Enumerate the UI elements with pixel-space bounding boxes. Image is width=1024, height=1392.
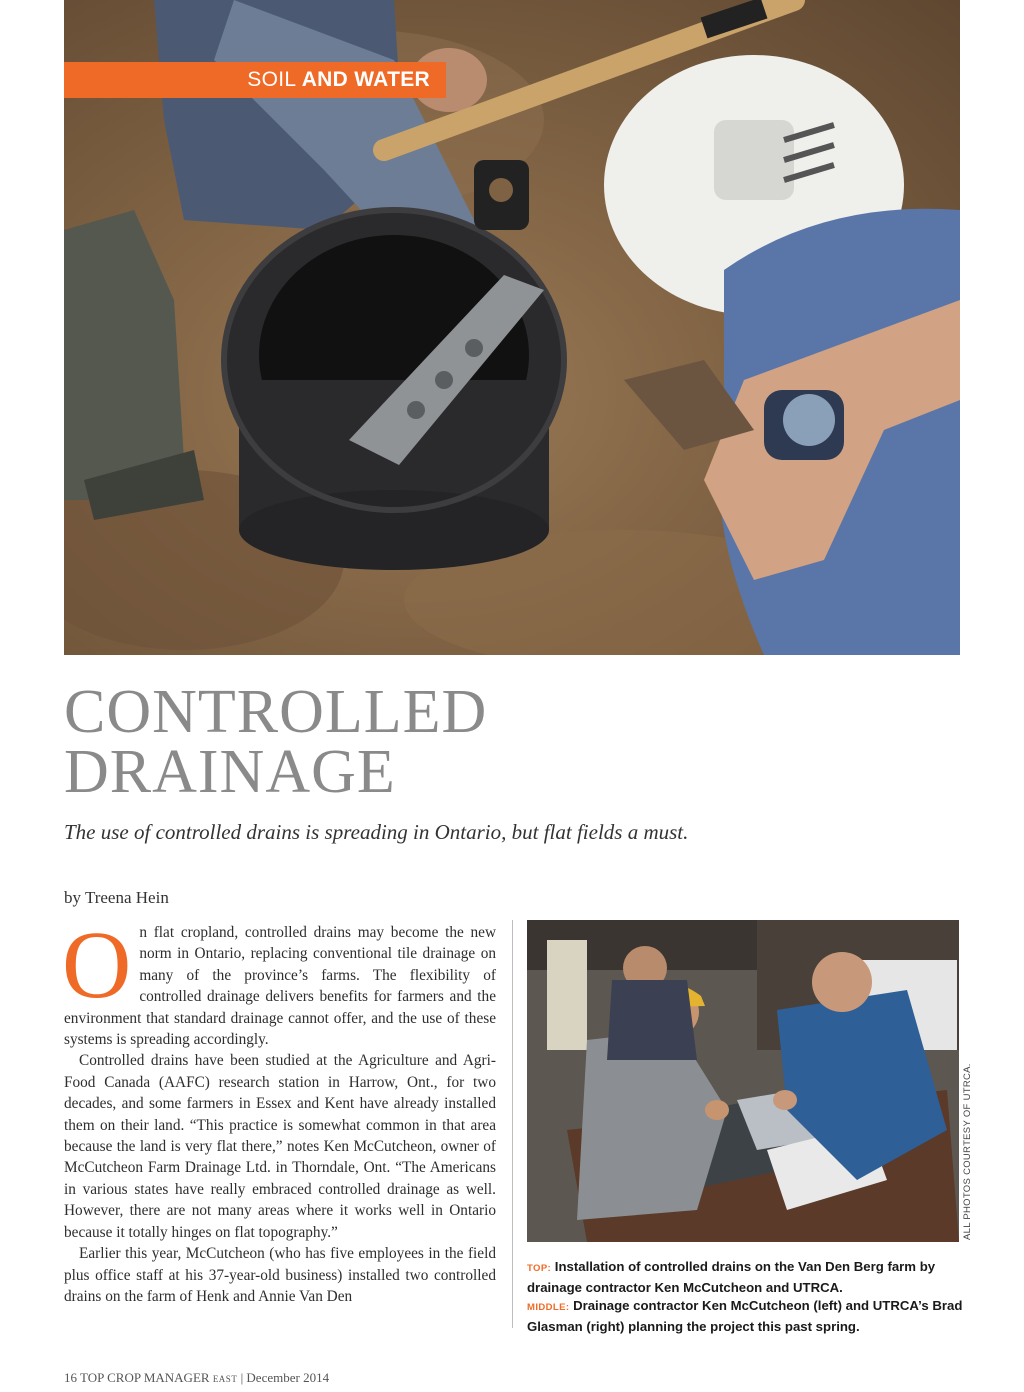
article-deck: The use of controlled drains is spreading in Ontario, but flat fields a must. — [64, 820, 689, 844]
photo-credit: ALL PHOTOS COURTESY OF UTRCA. — [962, 1063, 973, 1240]
column-divider — [512, 920, 513, 1328]
publication-edition: EAST — [212, 1374, 238, 1384]
section-tag-light: SOIL — [247, 68, 296, 91]
caption-middle-label: MIDDLE: — [527, 1302, 570, 1313]
hero-photo — [64, 0, 960, 655]
folio-separator: | — [240, 1370, 244, 1385]
hero-photo-illustration — [64, 0, 960, 655]
inset-photo-illustration — [527, 920, 959, 1242]
caption-middle-text: Drainage contractor Ken McCutcheon (left) and UTRCA’s Brad Glasman (right) planning the project this past spring. — [527, 1298, 963, 1334]
page-number: 16 — [64, 1370, 77, 1385]
issue-date: December 2014 — [246, 1370, 330, 1385]
caption-top-label: TOP: — [527, 1263, 552, 1274]
page-folio — [64, 1370, 329, 1386]
photo-captions — [527, 1258, 963, 1336]
caption-top — [527, 1258, 963, 1297]
publication-name: TOP CROP MANAGER — [80, 1370, 210, 1385]
paragraph-1-text: n flat cropland, controlled drains may become the new norm in Ontario, replacing conventional tile drainage on many of the province’s farms. The flexibility of controlled drainage delivers benefits for farmers and the environment that standard drainage cannot offer, and the use of these systems is spreading accordingly. — [64, 924, 496, 1049]
paragraph-2: Controlled drains have been studied at the Agriculture and Agri-Food Canada (AAFC) research station in Harrow, Ont., for two decades, and some farmers in Essex and Kent have already installed them on their land. “This practice is somewhat common in that area because the land is very flat there,” notes Ken McCutcheon, owner of McCutcheon Farm Drainage Ltd. in Thorndale, Ont. “The Americans in various states have really embraced controlled drainage as well. However, there are not many areas where it works well in Ontario because it totally hinges on flat topography.” — [64, 1052, 496, 1241]
paragraph-3: Earlier this year, McCutcheon (who has five employees in the field plus office staff at his 37-year-old business) installed two controlled drains on the farm of Henk and Annie Van Den — [64, 1245, 496, 1305]
caption-top-text: Installation of controlled drains on the Van Den Berg farm by drainage contractor Ken McCutcheon and UTRCA. — [527, 1259, 936, 1295]
title-line-1: CONTROLLED — [64, 678, 488, 746]
inset-photo — [527, 920, 959, 1242]
dropcap: O — [62, 911, 132, 1018]
caption-middle — [527, 1297, 963, 1336]
section-tag-bold: AND WATER — [301, 68, 430, 91]
byline: by Treena Hein — [64, 888, 169, 907]
section-tag — [64, 62, 446, 98]
article-title — [64, 678, 764, 806]
paragraph-1 — [62, 911, 496, 1050]
article-body — [62, 911, 496, 1307]
title-line-2: DRAINAGE — [64, 738, 396, 806]
